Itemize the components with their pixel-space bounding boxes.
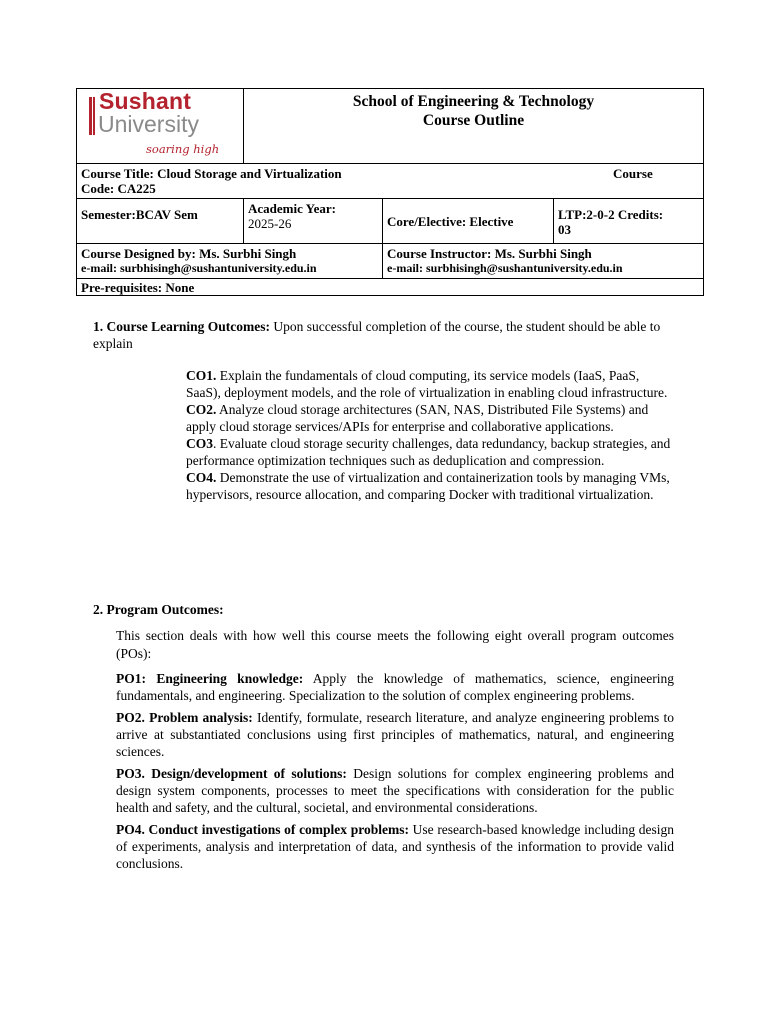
section1-intro-text: Upon successful completion of the course, the student should be able to explain [93, 319, 661, 351]
course-outcomes-list [186, 367, 676, 503]
section1-heading: 1. Course Learning Outcomes: [93, 319, 270, 334]
logo-brand-top: Sushant [99, 88, 192, 114]
program-outcome-code: PO3 [116, 766, 142, 781]
program-outcome-title: . Conduct investigations of complex problems: [141, 822, 409, 837]
core-elective-cell: Core/Elective: Elective [383, 199, 554, 244]
section1-intro [93, 318, 663, 352]
program-outcome-item [116, 670, 674, 704]
course-designer: Course Designed by: Ms. Surbhi Singh [81, 246, 297, 261]
prerequisites-cell: Pre-requisites: None [77, 279, 704, 296]
outcome-item [186, 401, 676, 435]
outcome-text: . Evaluate cloud storage security challenges, data redundancy, backup strategies, and performance optimization techniques such as deduplication and compression. [186, 436, 671, 468]
logo-brand-bottom: University [98, 111, 199, 137]
ltp-credits-cell [554, 199, 704, 244]
course-code: CA225 [117, 181, 156, 196]
outcome-item [186, 435, 676, 469]
academic-year-cell [244, 199, 383, 244]
outcome-item [186, 367, 676, 401]
outcome-code: CO2. [186, 402, 217, 417]
section2-heading: 2. Program Outcomes: [93, 602, 224, 617]
outcome-code: CO3 [186, 436, 213, 451]
course-title-label: Course Title: [81, 166, 154, 181]
course-code-label-b: Code: [81, 181, 115, 196]
program-outcome-item [116, 765, 674, 816]
outcome-text: Analyze cloud storage architectures (SAN, NAS, Distributed File Systems) and apply cloud storage services/APIs for enterprise and collaborative applications. [186, 402, 649, 434]
course-title: Cloud Storage and Virtualization [157, 166, 342, 181]
section2-intro: This section deals with how well this course meets the following eight overall program outcomes (POs): [116, 628, 674, 661]
academic-year-label: Academic Year: [248, 201, 336, 216]
course-title-cell [77, 164, 704, 199]
logo-tagline: soaring high [146, 142, 220, 156]
course-header-table [76, 88, 704, 296]
designer-email: e-mail: surbhisingh@sushantuniversity.edu.in [81, 261, 317, 275]
semester-cell: Semester:BCAV Sem [77, 199, 244, 244]
course-instructor: Course Instructor: Ms. Surbhi Singh [387, 246, 592, 261]
program-outcome-title: . Problem analysis: [141, 710, 253, 725]
outcome-code: CO1. [186, 368, 217, 383]
program-outcome-code: PO4 [116, 822, 142, 837]
program-outcome-code: PO2 [116, 710, 142, 725]
outcome-code: CO4. [186, 470, 217, 485]
course-code-label-a: Course [613, 166, 653, 181]
program-outcome-text: Apply the knowledge of mathematics, science, engineering fundamentals, and engineering. Specialization to the solution of complex engineering problems. [116, 671, 674, 703]
program-outcome-text: Use research-based knowledge including design of experiments, analysis and interpretation of data, and synthesis of the information to provide valid conclusions. [116, 822, 674, 871]
instructor-cell [383, 244, 704, 279]
academic-year-value: 2025-26 [248, 216, 292, 231]
designer-cell [77, 244, 383, 279]
outcome-item [186, 469, 676, 503]
ltp-credits-line1: LTP:2-0-2 Credits: [558, 207, 664, 222]
program-outcome-text: Design solutions for complex engineering problems and design system components, processes to meet the specifications with consideration for the public health and safety, and the cultural, societal, and environmental considerations. [116, 766, 674, 815]
program-outcome-title: . Design/development of solutions: [141, 766, 347, 781]
logo-cell [77, 89, 244, 164]
ltp-credits-line2: 03 [558, 222, 571, 237]
outcome-text: Demonstrate the use of virtualization and containerization tools by managing VMs, hypervisors, resource allocation, and comparing Docker with traditional virtualization. [186, 470, 670, 502]
program-outcome-title: PO1: Engineering knowledge: [116, 671, 304, 686]
school-name: School of Engineering & Technology [352, 93, 595, 110]
program-outcome-item [116, 821, 674, 872]
instructor-email: e-mail: surbhisingh@sushantuniversity.edu.in [387, 261, 623, 275]
outcome-text: Explain the fundamentals of cloud computing, its service models (IaaS, PaaS, SaaS), deployment models, and the role of virtualization in enabling cloud infrastructure. [186, 368, 668, 400]
program-outcome-item [116, 709, 674, 760]
document-type: Course Outline [422, 112, 525, 129]
university-logo [77, 89, 243, 163]
program-outcome-text: Identify, formulate, research literature, and analyze engineering problems to arrive at substantiated conclusions using first principles of mathematics, natural, and engineering sciences. [116, 710, 674, 759]
title-cell [244, 89, 704, 164]
program-outcomes-list [116, 670, 674, 872]
